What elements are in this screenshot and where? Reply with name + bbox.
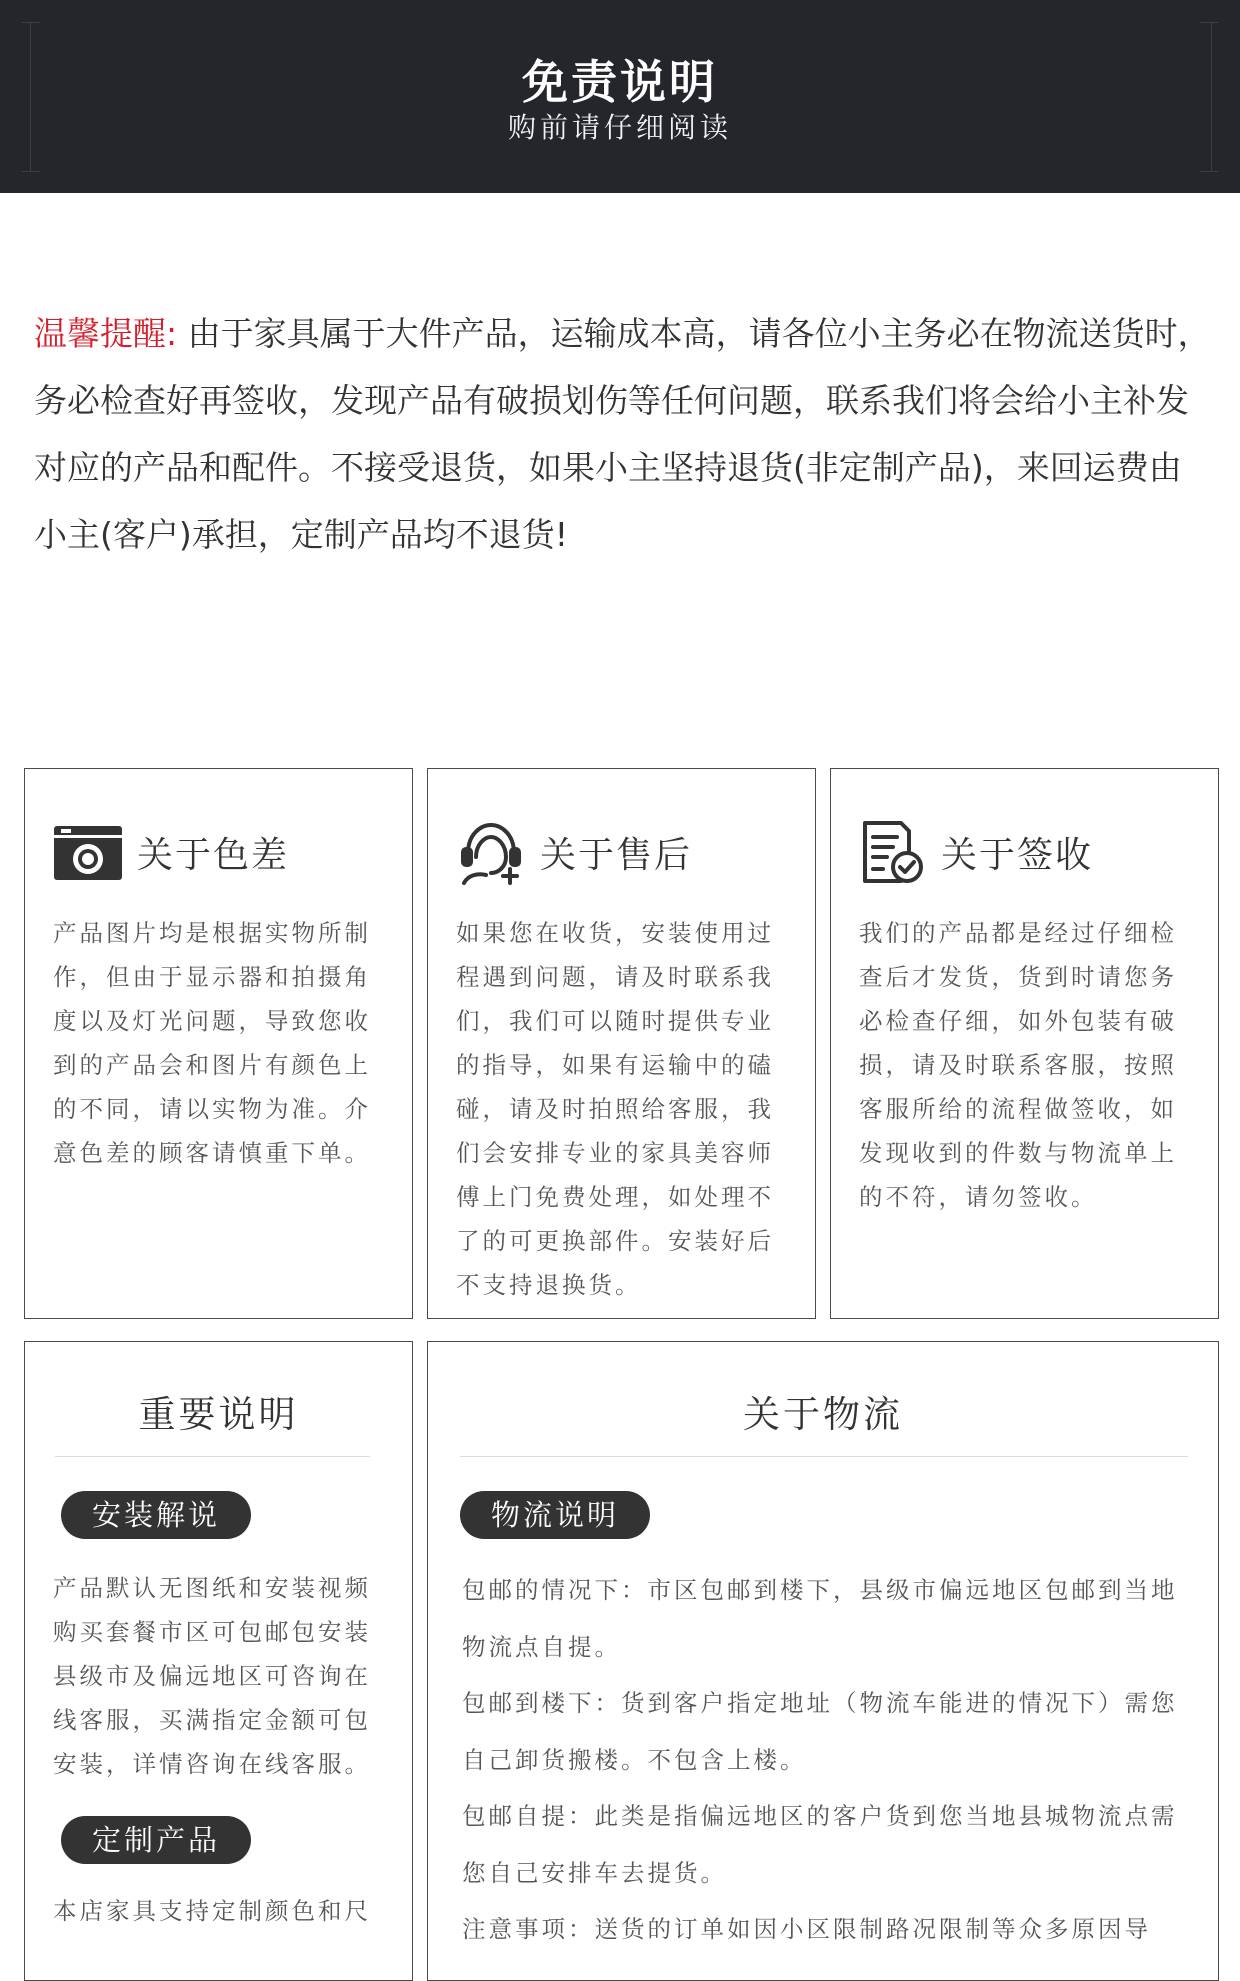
card-text: 产品图片均是根据实物所制作，但由于显示器和拍摄角度以及灯光问题，导致您收到的产品会和图片有颜色上的不同，请以实物为准。介意色差的顾客请慎重下单。: [53, 919, 371, 1167]
card-header: [53, 817, 289, 887]
logistics-paragraph: 包邮自提：此类是指偏远地区的客户货到您当地县城物流点需您自己安排车去提货。: [462, 1802, 1178, 1887]
section-divider: [55, 1456, 370, 1457]
install-text: 产品默认无图纸和安装视频购买套餐市区可包邮包安装县级市及偏远地区可咨询在线客服，买满指定金额可包安装，详情咨询在线客服。: [53, 1574, 371, 1778]
card-text: 我们的产品都是经过仔细检查后才发货，货到时请您务必检查仔细，如外包装有破损，请及时联系客服，按照客服所给的流程做签收，如发现收到的件数与物流单上的不符，请勿签收。: [859, 919, 1177, 1211]
card-header: [456, 817, 692, 887]
corner-mark: [22, 171, 40, 172]
logistics-text: [462, 1562, 1188, 1958]
notice-label: 温馨提醒:: [34, 314, 178, 353]
logistics-paragraph: 包邮到楼下：货到客户指定地址（物流车能进的情况下）需您自己卸货搬楼。不包含上楼。: [462, 1689, 1178, 1774]
logistics-paragraph: 包邮的情况下：市区包邮到楼下，县级市偏远地区包邮到当地物流点自提。: [462, 1576, 1178, 1661]
logistics-section: [427, 1341, 1219, 1981]
notice-paragraph: [34, 300, 1214, 568]
corner-mark: [1200, 171, 1218, 172]
section-title: 重要说明: [138, 1393, 299, 1436]
customer-service-icon: [456, 817, 526, 887]
custom-text: 本店家具支持定制颜色和尺: [53, 1897, 371, 1925]
sign-document-icon: [859, 817, 927, 887]
card-color-difference: [24, 768, 413, 1319]
page-title: 免责说明: [522, 55, 718, 109]
page-subtitle: 购前请仔细阅读: [507, 111, 732, 144]
logistics-paragraph: 注意事项：送货的订单如因小区限制路况限制等众多原因导: [462, 1915, 1151, 1943]
card-after-sales: [427, 768, 816, 1319]
logistics-pill: 物流说明: [460, 1491, 650, 1539]
card-title: 关于色差: [137, 834, 290, 876]
section-title: 关于物流: [743, 1393, 903, 1436]
card-signing: [830, 768, 1219, 1319]
corner-mark: [1200, 22, 1218, 23]
important-section: [24, 1341, 413, 1981]
custom-pill: 定制产品: [61, 1816, 251, 1864]
card-header: [859, 817, 1093, 887]
notice-text: 由于家具属于大件产品，运输成本高，请各位小主务必在物流送货时，务必检查好再签收，发现产品有破损划伤等任何问题，联系我们将会给小主补发对应的产品和配件。不接受退货，如果小主坚持退货(非定制产品)，来回运费由小主(客户)承担，定制产品均不退货!: [34, 314, 1211, 554]
install-pill: 安装解说: [61, 1491, 251, 1539]
camera-icon: [53, 822, 123, 882]
card-title: 关于售后: [540, 834, 693, 876]
card-text: 如果您在收货，安装使用过程遇到问题，请及时联系我们，我们可以随时提供专业的指导，如果有运输中的磕碰，请及时拍照给客服，我们会安排专业的家具美容师傅上门免费处理，如处理不了的可更换部件。安装好后不支持退换货。: [456, 919, 774, 1299]
section-divider: [460, 1456, 1188, 1457]
header-banner: [0, 0, 1240, 193]
card-title: 关于签收: [941, 834, 1094, 876]
corner-mark: [22, 22, 40, 23]
